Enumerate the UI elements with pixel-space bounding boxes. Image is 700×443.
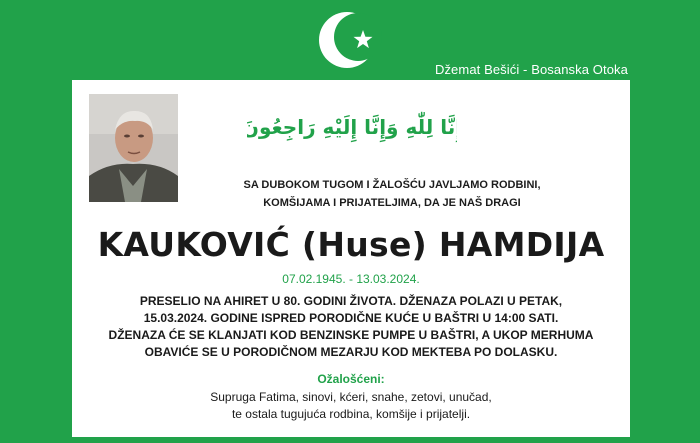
- deceased-name: KAUKOVIĆ (Huse) HAMDIJA: [97, 225, 605, 264]
- mourners-list: [72, 389, 630, 423]
- mourners-title: Ožalošćeni:: [317, 372, 385, 386]
- mourners-line: te ostala tugujuća rodbina, komšije i prijatelji.: [231, 407, 471, 421]
- intro-text: [182, 176, 602, 212]
- announcement-line: PRESELIO NA AHIRET U 80. GODINI ŽIVOTA. DŽENAZA POLAZI U PETAK,: [139, 294, 563, 308]
- obituary-card: [72, 80, 630, 437]
- intro-line: SA DUBOKOM TUGOM I ŽALOŠĆU JAVLJAMO RODBINI,: [243, 179, 541, 191]
- announcement-line: OBAVIĆE SE U PORODIČNOM MEZARJU KOD MEKTEBA PO DOLASKU.: [144, 345, 558, 359]
- announcement-line: 15.03.2024. GODINE ISPRED PORODIČNE KUĆE U BAŠTRI U 14:00 SATI.: [143, 311, 559, 325]
- calligraphy-text: إِنَّا لِلّٰهِ وَإِنَّا إِلَيْهِ رَاجِعُونَ: [247, 115, 457, 139]
- portrait-photo: [89, 94, 178, 202]
- announcement-line: DŽENAZA ĆE SE KLANJATI KOD BENZINSKE PUMPE U BAŠTRI, A UKOP MERHUMA: [108, 328, 594, 342]
- crescent-star-icon: [316, 10, 386, 70]
- organization-name: Džemat Bešići - Bosanska Otoka: [434, 62, 628, 77]
- funeral-announcement: [72, 293, 630, 361]
- mourners-line: Supruga Fatima, sinovi, kćeri, snahe, zetovi, unučad,: [210, 390, 492, 404]
- intro-line: KOMŠIJAMA I PRIJATELJIMA, DA JE NAŠ DRAGI: [263, 197, 521, 209]
- life-dates: 07.02.1945. - 13.03.2024.: [282, 272, 420, 286]
- arabic-calligraphy: [247, 100, 457, 152]
